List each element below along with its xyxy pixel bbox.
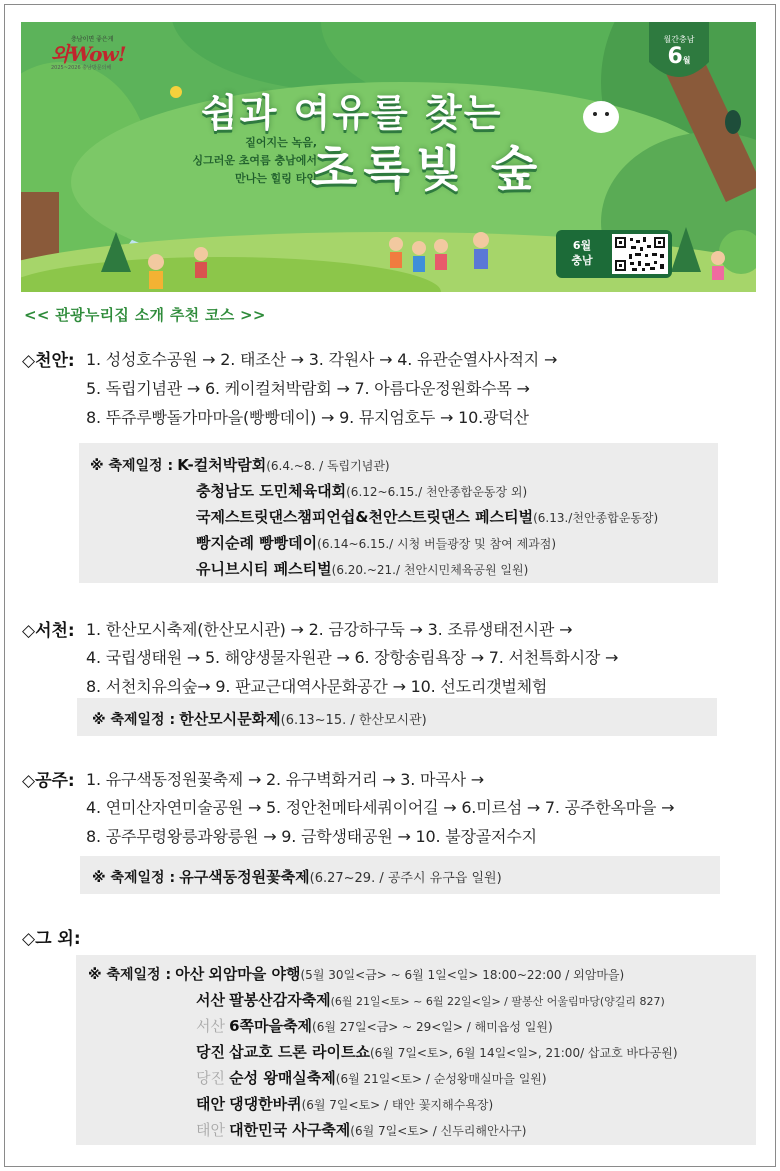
issue-label: 월간충남 (663, 35, 695, 44)
logo-wordmark: 와Wow! (51, 42, 126, 66)
cheonan-festival-2: 충청남도 도민체육대회(6.12~6.15./ 천안종합운동장 외) (196, 482, 528, 500)
gongju-route-line-2: 4. 연미산자연미술공원 → 5. 정안천메타세쿼이어길 → 6.미르섬 → 7. 공주한옥마을 → (86, 798, 675, 817)
region-label-seocheon: ◇서천: (22, 621, 75, 641)
gongju-route-line-3: 8. 공주무령왕릉과왕릉원 → 9. 금학생태공원 → 10. 불장골저수지 (86, 827, 537, 846)
logo-tagline: 충남이면 좋은게 (71, 36, 114, 43)
cheonan-route-line-3: 8. 뚜쥬루빵돌가마마을(빵빵데이) → 9. 뮤지엄호두 → 10.광덕산 (86, 408, 529, 427)
others-festival-5: 당진 순성 왕매실축제(6월 21일<토> / 순성왕매실마을 일원) (196, 1069, 547, 1087)
issue-month: 6월 (667, 44, 691, 69)
others-festival-7: 태안 대한민국 사구축제(6월 7일<토> / 신두리해안사구) (196, 1121, 527, 1139)
seocheon-route-line-3: 8. 서천치유의숲→ 9. 판교근대역사문화공간 → 10. 선도리갯벌체험 (86, 677, 548, 696)
seocheon-route-line-1: 1. 한산모시축제(한산모시관) → 2. 금강하구둑 → 3. 조류생태전시관 → (86, 620, 573, 639)
qr-panel (556, 230, 672, 278)
month-badge (649, 22, 709, 82)
seocheon-route-line-2: 4. 국립생태원 → 5. 해양생물자원관 → 6. 장항송림욕장 → 7. 서천특화시장 → (86, 648, 619, 667)
region-label-cheonan: ◇천안: (22, 351, 75, 371)
others-festival-1: ※ 축제일정 : 아산 외암마을 야행(5월 30일<금> ~ 6월 1일<일> 18:00~22:00 / 외암마을) (88, 965, 625, 983)
logo-subtitle: 2025~2026 충남방문의해 (51, 65, 112, 71)
others-festival-4: 당진 삽교호 드론 라이트쇼(6월 7일<토>, 6월 14일<일>, 21:00/ 삽교호 바다공원) (196, 1043, 678, 1061)
gongju-festival: ※ 축제일정 : 유구색동정원꽃축제(6.27~29. / 공주시 유구읍 일원) (92, 868, 502, 886)
cheonan-route-line-1: 1. 성성호수공원 → 2. 태조산 → 3. 각원사 → 4. 유관순열사사적지 → (86, 350, 558, 369)
cheonan-festival-4: 빵지순례 빵빵데이(6.14~6.15./ 시청 버들광장 및 참여 제과점) (196, 534, 557, 552)
others-festival-2: 서산 팔봉산감자축제(6월 21일<토> ~ 6월 22일<일> / 팔봉산 어울림마당(양길리 827) (196, 991, 665, 1009)
brand-logo (51, 34, 151, 78)
others-festival-6: 태안 댕댕한바퀴(6월 7일<토> / 태안 꽃지해수욕장) (196, 1095, 494, 1113)
qr-code-icon[interactable] (612, 234, 668, 274)
qr-label: 6월 충남 (571, 239, 593, 267)
course-title: << 관광누리집 소개 추천 코스 >> (24, 306, 266, 324)
cheonan-festival-3: 국제스트릿댄스챔피언쉽&천안스트릿댄스 페스티벌(6.13./천안종합운동장) (196, 508, 659, 526)
others-festival-3: 서산 6쪽마을축제(6월 27일<금> ~ 29<일> / 해미읍성 일원) (196, 1017, 553, 1035)
banner-headline-1: 쉼과 여유를 찾는 (201, 91, 503, 135)
hero-banner (21, 22, 756, 292)
banner-headline-2: 초록빛 숲 (311, 141, 544, 197)
cheonan-festival-1: ※ 축제일정 : K-컬처박람회(6.4.~8. / 독립기념관) (90, 456, 390, 474)
seocheon-festival: ※ 축제일정 : 한산모시문화제(6.13~15. / 한산모시관) (92, 710, 427, 728)
cheonan-route-line-2: 5. 독립기념관 → 6. 케이컬쳐박람회 → 7. 아름다운정원화수목 → (86, 379, 530, 398)
gongju-route-line-1: 1. 유구색동정원꽃축제 → 2. 유구벽화거리 → 3. 마곡사 → (86, 770, 484, 789)
region-label-gongju: ◇공주: (22, 771, 75, 791)
cheonan-festival-5: 유니브시티 페스티벌(6.20.~21./ 천안시민체육공원 일원) (196, 560, 529, 578)
banner-subcopy: 짙어지는 녹음, 싱그러운 초여름 충남에서 만나는 힐링 타임 (192, 136, 317, 185)
region-label-others: ◇그 외: (22, 929, 81, 949)
